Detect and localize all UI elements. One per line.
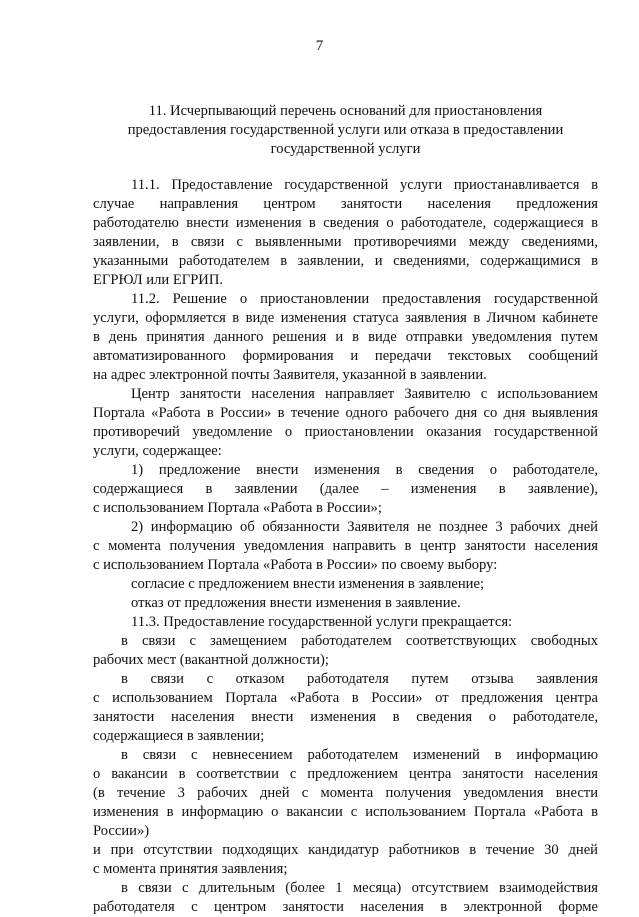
text-line: рабочих мест (вакантной должности); xyxy=(93,652,329,668)
text-line: занятости населения внести изменения в сведения о работодателе, xyxy=(93,709,598,725)
text-line: Портала «Работа в России» в течение одного рабочего дня со дня выявления xyxy=(93,405,598,421)
text-line: с момента получения уведомления направить в центр занятости населения xyxy=(93,538,598,554)
text-line: в связи с невнесением работодателем изменений в информацию xyxy=(121,747,598,763)
text-line: 11.3. Предоставление государственной услуги прекращается: xyxy=(131,614,513,630)
text-line: работодателю внести изменения в сведения о работодателе, содержащиеся в xyxy=(93,215,598,231)
text-line: Центр занятости населения направляет Заявителю с использованием xyxy=(131,386,598,402)
text-line: о вакансии в соответствии с предложением центра занятости населения xyxy=(93,766,598,782)
text-line: (в течение 3 рабочих дней с момента получения уведомления внести xyxy=(93,785,598,801)
document-body xyxy=(93,102,598,917)
heading-line: государственной услуги xyxy=(270,141,421,157)
text-line: с момента принятия заявления; xyxy=(93,861,288,877)
text-line: с использованием Портала «Работа в России»; xyxy=(93,500,382,516)
text-line: с использованием Портала «Работа в России» от предложения центра xyxy=(93,690,598,706)
text-line: содержащиеся в заявлении; xyxy=(93,728,265,744)
text-line: указанными работодателем в заявлении, и сведениями, содержащимися в xyxy=(93,253,598,269)
text-line: автоматизированного формирования и передачи текстовых сообщений xyxy=(93,348,598,364)
text-line: в связи с длительным (более 1 месяца) отсутствием взаимодействия xyxy=(121,880,598,896)
page-number: 7 xyxy=(315,38,324,54)
text-line: согласие с предложением внести изменения в заявление; xyxy=(131,576,485,592)
text-line: России») xyxy=(93,823,150,839)
text-line: и при отсутствии подходящих кандидатур работников в течение 30 дней xyxy=(93,842,598,858)
text-line: 2) информацию об обязанности Заявителя не позднее 3 рабочих дней xyxy=(131,519,598,535)
text-line: в день принятия данного решения и в виде отправки уведомления путем xyxy=(93,329,598,345)
text-line: случае направления центром занятости населения предложения xyxy=(93,196,598,212)
heading-line: предоставления государственной услуги или отказа в предоставлении xyxy=(127,122,564,138)
text-line: на адрес электронной почты Заявителя, указанной в заявлении. xyxy=(93,367,487,383)
text-line: услуги, содержащее: xyxy=(93,443,222,459)
text-line: заявлении, в связи с выявленными противоречиями между сведениями, xyxy=(93,234,598,250)
text-line: в связи с отказом работодателя путем отзыва заявления xyxy=(121,671,598,687)
text-line: услуги, оформляется в виде изменения статуса заявления в Личном кабинете xyxy=(93,310,598,326)
section-heading xyxy=(93,102,598,159)
body-text xyxy=(93,176,598,917)
text-line: изменения в информацию о вакансии с использованием Портала «Работа в xyxy=(93,804,598,820)
heading-line: 11. Исчерпывающий перечень оснований для приостановления xyxy=(148,103,543,119)
text-line: 11.2. Решение о приостановлении предоставления государственной xyxy=(131,291,598,307)
text-line: ЕГРЮЛ или ЕГРИП. xyxy=(93,272,224,288)
text-line: 1) предложение внести изменения в сведения о работодателе, xyxy=(131,462,598,478)
text-line: с использованием Портала «Работа в России» по своему выбору: xyxy=(93,557,498,573)
text-line: отказ от предложения внести изменения в заявление. xyxy=(131,595,461,611)
text-line: противоречий уведомление о приостановлении оказания государственной xyxy=(93,424,598,440)
text-line: работодателя с центром занятости населения в электронной форме xyxy=(93,899,598,915)
text-line: содержащиеся в заявлении (далее – изменения в заявление), xyxy=(93,481,598,497)
text-line: в связи с замещением работодателем соответствующих свободных xyxy=(121,633,598,649)
text-line: 11.1. Предоставление государственной услуги приостанавливается в xyxy=(131,177,598,193)
